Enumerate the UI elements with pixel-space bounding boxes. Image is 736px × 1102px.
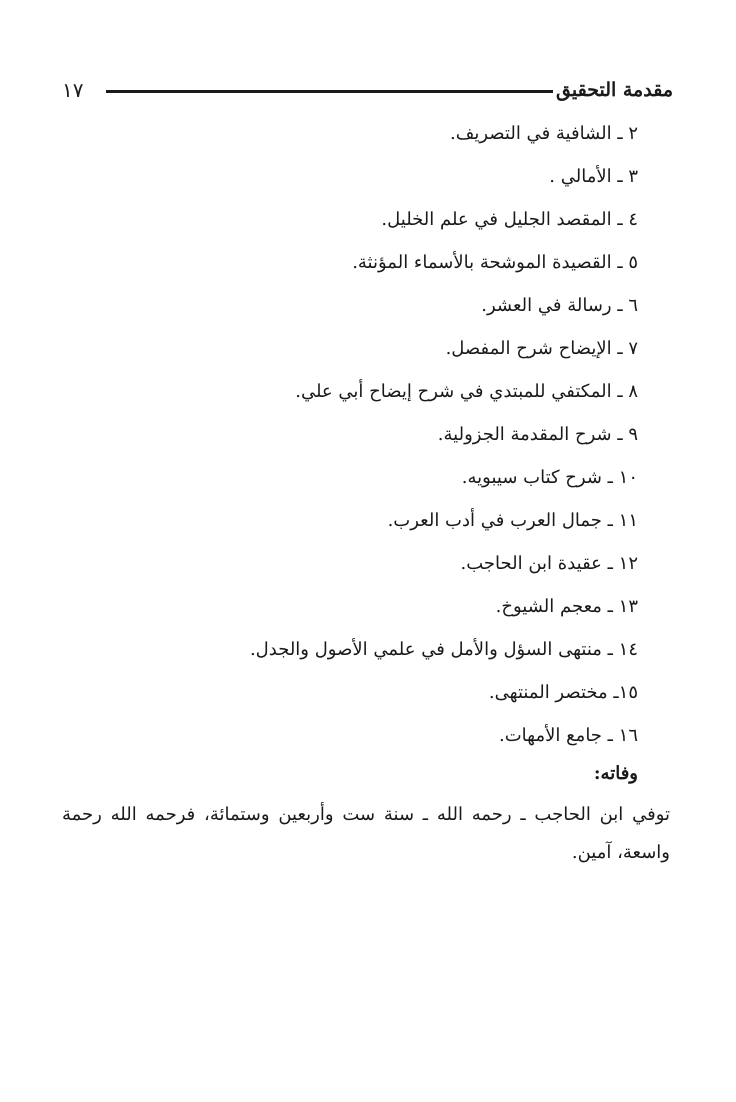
works-list xyxy=(78,118,638,763)
page-header xyxy=(56,74,673,106)
works-list-item: ١٢ ـ عقيدة ابن الحاجب. xyxy=(460,553,638,574)
section-heading-death: وفاته: xyxy=(593,763,638,784)
works-list-item: ١٦ ـ جامع الأمهات. xyxy=(499,725,638,746)
works-list-item: ٩ ـ شرح المقدمة الجزولية. xyxy=(437,424,638,445)
works-list-item: ٣ ـ الأمالي . xyxy=(549,166,638,187)
works-list-item: ٨ ـ المكتفي للمبتدي في شرح إيضاح أبي علي. xyxy=(295,381,638,402)
death-paragraph: توفي ابن الحاجب ـ رحمه الله ـ سنة ست وأربعين وستمائة، فرحمه الله رحمة واسعة، آمين. xyxy=(62,804,670,863)
works-list-item: ٦ ـ رسالة في العشر. xyxy=(481,295,638,316)
works-list-item: ١١ ـ جمال العرب في أدب العرب. xyxy=(387,510,638,531)
works-list-item: ١٤ ـ منتهى السؤل والأمل في علمي الأصول والجدل. xyxy=(249,639,638,660)
works-list-item: ٥ ـ القصيدة الموشحة بالأسماء المؤنثة. xyxy=(352,252,638,273)
running-head-title: مقدمة التحقيق xyxy=(556,79,673,101)
works-list-item: ٢ ـ الشافية في التصريف. xyxy=(450,123,638,144)
works-list-item: ١٠ ـ شرح كتاب سيبويه. xyxy=(461,467,638,488)
header-rule xyxy=(106,90,553,93)
works-list-item: ٧ ـ الإيضاح شرح المفصل. xyxy=(445,338,638,359)
works-list-item: ١٣ ـ معجم الشيوخ. xyxy=(495,596,638,617)
works-list-item: ٤ ـ المقصد الجليل في علم الخليل. xyxy=(381,209,638,230)
page-number: ١٧ xyxy=(62,78,84,102)
works-list-item: ١٥ـ مختصر المنتهى. xyxy=(488,682,638,703)
